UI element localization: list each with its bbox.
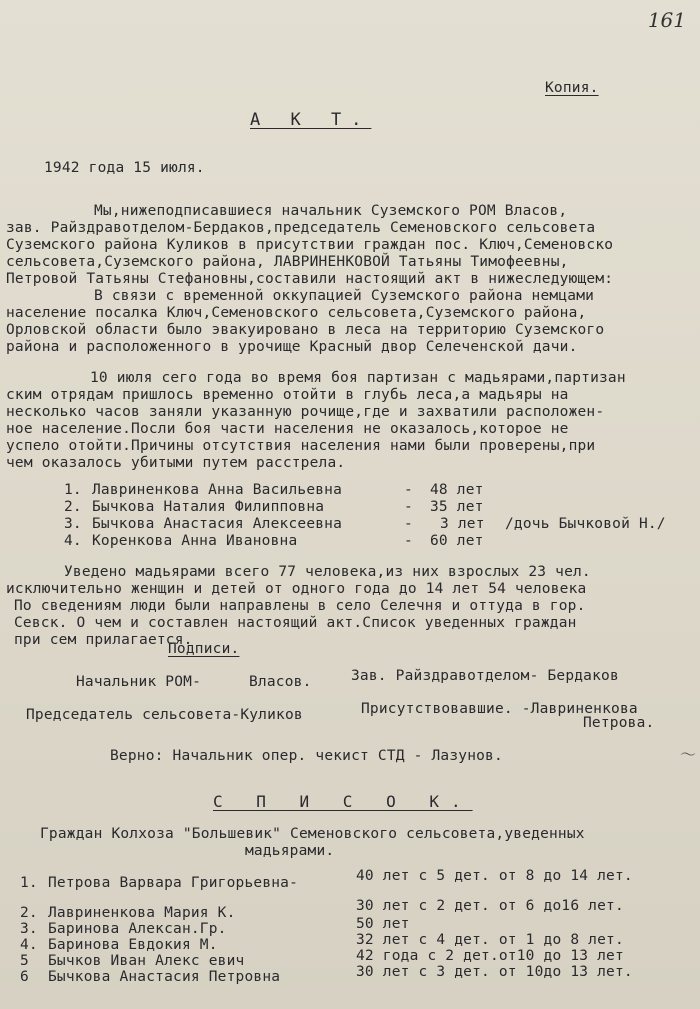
killed-num: 1. [64, 482, 82, 498]
para3-line: По сведениям люди были направлены в село Селечня и оттуда в гор. [14, 598, 586, 614]
taken-name: Лавриненкова Мария К. [48, 905, 236, 921]
killed-name: Коренкова Анна Ивановна [92, 533, 298, 549]
intro-line: Суземского района Куликов в присутствии граждан пос. Ключ,Семеновско [6, 237, 614, 253]
killed-dash: - [404, 533, 413, 549]
para2-line: 10 июля сего года во время боя партизан с мадьярами,партизан [90, 370, 626, 386]
taken-num: 3. [20, 921, 38, 937]
list-heading: С П И С О К. [213, 792, 473, 811]
taken-info: 32 лет с 4 дет. от 1 до 8 лет. [356, 932, 624, 948]
taken-name: Бычков Иван Алекс евич [48, 953, 245, 969]
para2-line: чем оказалось убитыми путем расстрела. [6, 455, 346, 471]
taken-info: 30 лет с 3 дет. от 10до 13 лет. [356, 964, 633, 980]
taken-name: Баринова Евдокия М. [48, 937, 218, 953]
intro-line: района и расположенного в урочище Красный двор Селеченской дачи. [6, 339, 578, 355]
pen-mark-icon: 〜 [679, 745, 696, 764]
taken-num: 6 [20, 969, 29, 985]
signatures-heading: Подписи. [168, 641, 240, 657]
intro-line: зав. Райздравотделом-Бердаков,председатель Семеновского сельсовета [6, 220, 596, 236]
killed-dash: - [404, 516, 413, 532]
para3-line: исключительно женщин и детей от одного года до 14 лет 54 человека [6, 581, 587, 597]
signature-health-dept: Зав. Райздравотделом- Бердаков [351, 668, 619, 684]
para2-line: ное население.Посли боя части населения не оказалось,которое не [6, 421, 569, 437]
intro-line: Орловской области было эвакуировано в леса на территорию Суземского [6, 322, 605, 338]
killed-num: 3. [64, 516, 82, 532]
intro-line: Мы,нижеподписавшиеся начальник Суземского РОМ Власов, [94, 203, 568, 219]
verno-line: Верно: Начальник опер. чекист СТД - Лазунов. [110, 748, 503, 764]
signature-chairman: Председатель сельсовета-Куликов [26, 707, 303, 723]
taken-name: Петрова Варвара Григорьевна- [48, 875, 299, 891]
para2-line: успело отойти.Причины отсутствия населения нами были проверены,при [6, 438, 596, 454]
taken-info: 42 года с 2 дет.от10 до 13 лет [356, 948, 624, 964]
killed-age: 35 лет [430, 499, 484, 515]
copy-label: Копия. [545, 80, 599, 96]
killed-age: 48 лет [430, 482, 484, 498]
list-subtitle: Граждан Колхоза "Большевик" Семеновского сельсовета,уведенных [40, 826, 585, 842]
intro-line: Петровой Татьяны Стефановны,составили настоящий акт в нижеследующем: [6, 271, 614, 287]
para2-line: ским отрядам пришлось временно отойти в глубь леса,а мадьяры на [6, 387, 569, 403]
intro-line: население посалка Ключ,Семеновского сельсовета,Суземского района, [6, 305, 587, 321]
killed-name: Бычкова Анастасия Алексеевна [92, 516, 343, 532]
killed-num: 2. [64, 499, 82, 515]
para3-line: Уведено мадьярами всего 77 человека,из них взрослых 23 чел. [64, 564, 591, 580]
signature-head-rom: Начальник РОМ- [76, 674, 202, 690]
taken-name: Бычкова Анастасия Петровна [48, 969, 281, 985]
signature-name-vlasov: Власов. [249, 674, 312, 690]
para3-line: Севск. О чем и составлен настоящий акт.Список уведенных граждан [14, 615, 577, 631]
page-number: 161 [647, 8, 686, 32]
taken-info: 30 лет с 2 дет. от 6 до16 лет. [356, 898, 624, 914]
taken-info: 50 лет [356, 916, 410, 932]
signature-present: Присутствовавшие. -Лавриненкова [361, 701, 638, 717]
list-subtitle: мадьярами. [245, 843, 335, 859]
date-line: 1942 года 15 июля. [44, 160, 205, 176]
taken-num: 1. [20, 875, 38, 891]
killed-dash: - [404, 499, 413, 515]
killed-name: Бычкова Наталия Филипповна [92, 499, 325, 515]
taken-info: 40 лет с 5 дет. от 8 до 14 лет. [356, 868, 633, 884]
para2-line: несколько часов заняли указанную рочище,где и захватили расположен- [6, 404, 605, 420]
killed-num: 4. [64, 533, 82, 549]
para3-line: при сем прилагается. [14, 632, 193, 648]
killed-name: Лавриненкова Анна Васильевна [92, 482, 343, 498]
killed-age: 60 лет [430, 533, 484, 549]
taken-name: Баринова Алексан.Гр. [48, 921, 227, 937]
killed-dash: - [404, 482, 413, 498]
taken-num: 5 [20, 953, 29, 969]
killed-age: 3 лет [440, 516, 485, 532]
signature-present-petrova: Петрова. [583, 715, 655, 731]
taken-num: 2. [20, 905, 38, 921]
intro-line: сельсовета,Суземского района, ЛАВРИНЕНКОВОЙ Татьяны Тимофеевны, [6, 254, 569, 270]
document-title: А К Т. [250, 110, 372, 130]
taken-num: 4. [20, 937, 38, 953]
killed-note: /дочь Бычковой Н./ [505, 516, 666, 532]
intro-line: В связи с временной оккупацией Суземского района немцами [94, 288, 595, 304]
